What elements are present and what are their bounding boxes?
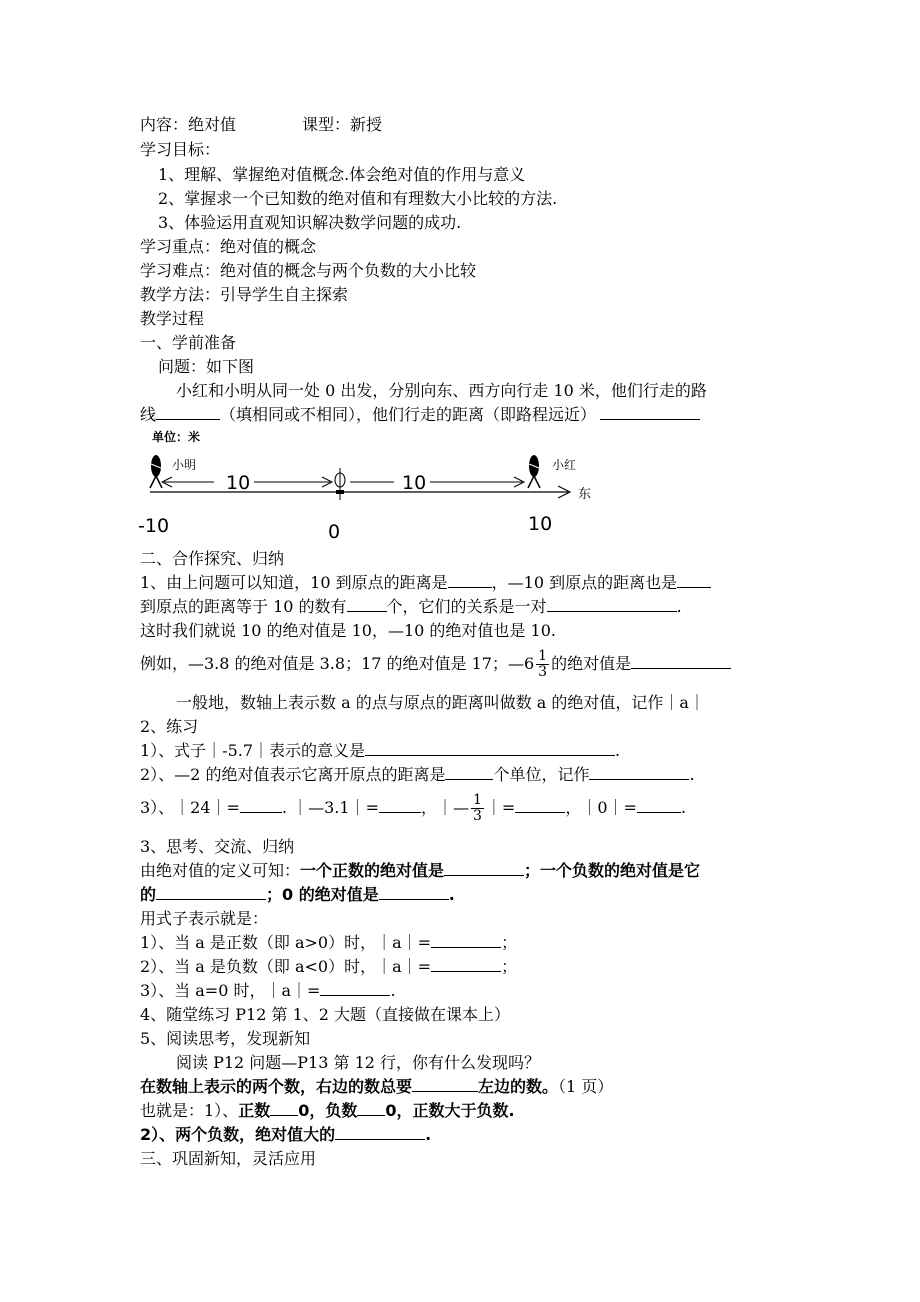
text: 3）、｜24｜=: [140, 798, 240, 817]
fraction-one-third: $\frac{1}{3}$: [473, 792, 482, 824]
tick-label-0: 0: [328, 521, 341, 543]
formula-title: 用式子表示就是：: [140, 909, 269, 928]
xiaohong-figure: [528, 455, 540, 488]
xiaoming-figure: [150, 455, 162, 488]
section6-title: 三、巩固新知，灵活应用: [140, 1149, 317, 1168]
answer-blank[interactable]: [547, 597, 677, 612]
practice-q2: [140, 765, 695, 785]
answer-blank[interactable]: [379, 798, 421, 813]
text: ；: [501, 933, 518, 952]
content-label: 内容：绝对值: [140, 115, 237, 134]
answer-blank[interactable]: [335, 1125, 425, 1140]
story-line-1: 小红和小明从同一处 0 出发，分别向东、西方向行走 10 米，他们行走的路: [176, 381, 707, 400]
practice-title: 2、练习: [140, 717, 199, 736]
text: 的绝对值是: [551, 654, 632, 673]
formula-1: [140, 933, 517, 953]
definition-line: 一般地，数轴上表示数 a 的点与原点的距离叫做数 a 的绝对值，记作｜a｜: [176, 693, 705, 712]
answer-blank[interactable]: [320, 981, 390, 996]
text: 在数轴上表示的两个数，右边的数总要: [140, 1077, 413, 1096]
answer-blank[interactable]: [448, 573, 492, 588]
text: .: [680, 798, 687, 817]
method-line: 教学方法：引导学生自主探索: [140, 285, 349, 304]
answer-blank[interactable]: [270, 1101, 298, 1116]
text: ，｜0｜=: [565, 798, 637, 817]
answer-blank[interactable]: [156, 885, 266, 900]
direction-label: 东: [578, 487, 592, 502]
section4-line: 4、随堂练习 P12 第 1、2 大题（直接做在课本上）: [140, 1005, 511, 1024]
answer-blank[interactable]: [431, 933, 501, 948]
answer-blank[interactable]: [357, 1101, 385, 1116]
text: 1、由上问题可以知道，10 到原点的距离是: [140, 573, 448, 592]
text: （1 页）: [558, 1077, 614, 1096]
fraction-one-third: $\frac{1}{3}$: [538, 648, 548, 680]
text: . ｜—3.1｜=: [281, 798, 379, 817]
text: ；0 的绝对值是: [266, 885, 379, 904]
text: ，—10 到原点的距离也是: [491, 573, 678, 592]
section1-title: 一、学前准备: [140, 333, 237, 352]
answer-blank[interactable]: [637, 798, 681, 813]
text: 由绝对值的定义可知：: [140, 861, 301, 880]
section5-line-2: [140, 1101, 515, 1121]
text: .: [448, 885, 455, 904]
text: .: [425, 1125, 432, 1144]
text: 1）、当 a 是正数（即 a>0）时，｜a｜=: [140, 933, 432, 952]
goal-item-2: 2、掌握求一个已知数的绝对值和有理数大小比较的方法.: [158, 189, 558, 208]
answer-blank[interactable]: [347, 597, 387, 612]
text: 左边的数。: [478, 1077, 559, 1096]
section2-line-2: [140, 597, 682, 617]
text: 一个正数的绝对值是: [300, 861, 445, 880]
reading-line: 阅读 P12 问题—P13 第 12 行，你有什么发现吗？: [176, 1053, 541, 1072]
text: .: [676, 597, 682, 616]
text: 2）、两个负数，绝对值大的: [140, 1125, 336, 1144]
text: ｜=: [485, 798, 516, 817]
section3-line-2: [140, 885, 455, 905]
text: 0，负数: [298, 1101, 358, 1120]
text: .: [689, 765, 695, 784]
answer-blank[interactable]: [445, 765, 493, 780]
section2-line-3: 这时我们就说 10 的绝对值是 10，—10 的绝对值也是 10.: [140, 621, 556, 640]
answer-blank[interactable]: [631, 654, 731, 669]
answer-blank[interactable]: [412, 1077, 478, 1092]
formula-2: [140, 957, 517, 977]
text: 2）、当 a 是负数（即 a<0）时，｜a｜=: [140, 957, 432, 976]
header-line: [140, 115, 382, 135]
xiaoming-label: 小明: [172, 458, 197, 472]
goals-title: 学习目标：: [140, 140, 221, 159]
answer-blank[interactable]: [156, 405, 220, 420]
section2-line-1: [140, 573, 711, 593]
text: 个单位，记作: [493, 765, 590, 784]
answer-blank[interactable]: [600, 405, 700, 420]
answer-blank[interactable]: [365, 741, 615, 756]
unit-label: 单位：米: [152, 430, 201, 444]
answer-blank[interactable]: [589, 765, 689, 780]
text: 到原点的距离等于 10 的数有: [140, 597, 347, 616]
practice-q1: [140, 741, 620, 761]
formula-3: [140, 981, 396, 1001]
text: 0，正数大于负数.: [385, 1101, 515, 1120]
tick-label-10: 10: [528, 513, 553, 535]
focus-line: 学习重点：绝对值的概念: [140, 237, 317, 256]
answer-blank[interactable]: [431, 957, 501, 972]
section3-line-1: [140, 861, 700, 881]
text: 3）、当 a=0 时，｜a｜=: [140, 981, 321, 1000]
text: 正数: [238, 1101, 271, 1120]
answer-blank[interactable]: [515, 798, 565, 813]
xiaohong-label: 小红: [552, 458, 577, 472]
text: 例如，—3.8 的绝对值是 3.8；17 的绝对值是 17；—6: [140, 654, 535, 673]
text: ；: [501, 957, 518, 976]
number-line-diagram: [130, 428, 610, 544]
goal-item-3: 3、体验运用直观知识解决数学问题的成功.: [158, 213, 462, 232]
question-line: 问题：如下图: [158, 357, 255, 376]
goal-item-1: 1、理解、掌握绝对值概念.体会绝对值的作用与意义: [158, 165, 526, 184]
answer-blank[interactable]: [240, 798, 282, 813]
text: 也就是：1）、: [140, 1101, 239, 1120]
section5-line-1: [140, 1077, 613, 1097]
right-distance: 10: [402, 472, 427, 494]
origin-marker: [336, 490, 344, 494]
text: 1）、式子｜-5.7｜表示的意义是: [140, 741, 366, 760]
answer-blank[interactable]: [677, 573, 711, 588]
text: 2）、—2 的绝对值表示它离开原点的距离是: [140, 765, 446, 784]
answer-blank[interactable]: [379, 885, 449, 900]
text: ，｜—: [420, 798, 469, 817]
text: .: [390, 981, 396, 1000]
process-heading: 教学过程: [140, 309, 205, 328]
story-text: 线: [140, 405, 157, 424]
text: 个，它们的关系是一对: [386, 597, 547, 616]
lesson-type-label: 课型：新授: [302, 115, 383, 134]
story-line-2: [140, 405, 700, 425]
left-distance: 10: [226, 472, 251, 494]
practice-q3: [140, 793, 686, 824]
tick-label-neg10: -10: [138, 515, 170, 537]
text: .: [615, 741, 621, 760]
example-line: [140, 649, 731, 680]
difficulty-line: 学习难点：绝对值的概念与两个负数的大小比较: [140, 261, 477, 280]
text: 的: [140, 885, 157, 904]
section5-title: 5、阅读思考，发现新知: [140, 1029, 311, 1048]
text: ；一个负数的绝对值是它: [524, 861, 701, 880]
section2-title: 二、合作探究、归纳: [140, 549, 285, 568]
section3-title: 3、思考、交流、归纳: [140, 837, 295, 856]
section5-line-3: [140, 1125, 431, 1145]
answer-blank[interactable]: [444, 861, 524, 876]
story-text: （填相同或不相同），他们行走的距离（即路程远近）: [220, 405, 597, 424]
